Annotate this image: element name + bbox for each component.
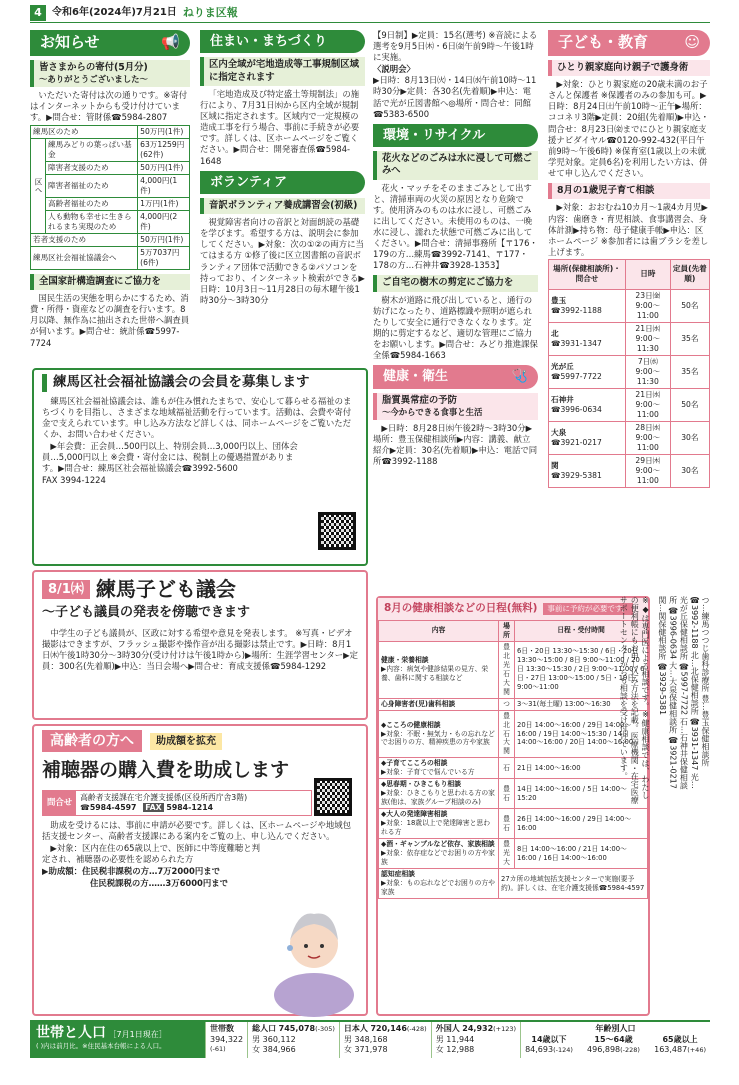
donation-row-label: 高齢者福祉のため <box>46 197 138 210</box>
fireworks-heading <box>373 151 538 180</box>
health-schedule-note: 事前に予約が必要です。 <box>543 603 633 615</box>
tree-title: ご自宅の樹木の剪定にご協力を <box>382 277 514 289</box>
elderly-amount-1: 住民税非課税の方…7万2000円まで <box>81 866 220 877</box>
consult-capacity: 30名 <box>670 455 709 488</box>
health-place: 豊 光 大 <box>499 839 515 869</box>
single-parent-body: ▶対象：ひとり親家庭の20歳未満のお子さんと保護者 ※保護者のみの参加も可。▶日時：8月24日㈯午前10時〜正午▶場所：ココネリ3階▶定員：20組(先着順)▶申込・問合せ：8月23日㈮までにひとり親家庭支援ナビダイヤル☎0120-992-432(平日午前9時〜午後6時) ※保育室(1歳以上の未就学児対象。定員6名)を利用したい方は、併せて申し込んでください。 <box>548 79 710 178</box>
donation-row-value: 4,000円(1件) <box>138 174 190 197</box>
elderly-body: 助成を受けるには、事前に申請が必要です。詳しくは、区ホームページや地域包括支援センター、高齢者支援課にある案内をご覧の上、申し込んでください。 <box>42 820 352 842</box>
age-group-label: 15〜64歳 <box>594 1034 633 1044</box>
health-content: 認知症相談 <box>381 870 415 879</box>
consult-place-cell <box>549 389 626 422</box>
health-content-cell <box>379 758 499 779</box>
health-detail: ▶対象：ひきこもりと思われる方の家族(他は、家族グループ相談のみ) <box>381 789 495 807</box>
consult-capacity: 35名 <box>670 356 709 389</box>
fireworks-body: 花火・マッチをそのままごみとして出すと、清掃車両の火災の原因となり危険です。使用済みのものは水に浸し、可燃ごみに出してください。未使用のものは、一晩水に浸し、濡れた状態で可燃ごみに出してください。▶問合せ：清掃事務所【〒176・179の方…練馬☎3992-7141、〒177・178の方…石神井☎3928-1353】 <box>373 182 538 271</box>
consult-date: 21日㈬ <box>635 323 661 333</box>
health-schedule-cell: 3〜31(毎土曜) 13:00〜16:30 <box>515 698 648 710</box>
age-group-change: (-124) <box>553 1046 573 1055</box>
health-schedule-cell: 21日 14:00〜16:00 <box>515 758 648 779</box>
elderly-heading <box>42 730 358 752</box>
elderly-contact <box>42 790 312 817</box>
megaphone-icon: 📢 <box>161 33 180 51</box>
table-row <box>31 138 190 161</box>
volunteer-item-title: 音訳ボランティア養成講習会(初級) <box>209 199 358 211</box>
table-row <box>549 389 710 422</box>
donation-row-label: 若者支援のため <box>31 233 138 246</box>
consult-time: 9:00〜11:30 <box>635 333 661 353</box>
health-place: つ <box>499 698 515 710</box>
header-divider <box>30 22 710 23</box>
page-header <box>30 4 710 22</box>
elderly-contact-name: 高齢者支援課在宅介護支援係(区役所西庁舎3階) <box>80 792 248 802</box>
health-content: ◆大人の発達障害相談 <box>381 810 448 819</box>
total-female: 女 384,966 <box>252 1045 296 1055</box>
donation-table <box>30 125 190 270</box>
consult-time: 9:00〜11:00 <box>635 466 661 486</box>
health-content-cell <box>379 710 499 758</box>
kids-council-body: 中学生の子ども議員が、区政に対する希望や意見を発表します。 ※写真・ビデオ撮影はできますが、フラッシュ撮影や操作音が出る撮影は禁止です。▶日時：8月1日㈭午後1時30分〜3時30分(受け付けは午後1時から)▶場所：生涯学習センター▶定員：300名(先着順)▶申込：当日会場へ▶問合せ：育成支援係☎5984-1292 <box>42 627 359 671</box>
volunteer-title: ボランティア <box>210 174 287 190</box>
donation-row-value: 4,000円(2件) <box>138 210 190 233</box>
child-face-icon: ☺ <box>684 33 700 51</box>
housing-body: 「宅地造成及び特定盛土等規制法」の施行により、7月31日㈬から区内全域が規制区域に指定されます。区域内で一定規模の造成工事を行う場合、事前に手続きが必要です。詳しくは、区ホームページをご覧ください。▶問合せ：開発審査係☎5984-1648 <box>200 88 360 166</box>
env-heading <box>373 124 538 147</box>
table-row <box>31 174 190 197</box>
consult-place: 石神井 <box>551 395 574 405</box>
health-content-cell <box>379 641 499 698</box>
total-change: (-305) <box>315 1025 335 1033</box>
child-heading <box>548 30 710 56</box>
table-row <box>549 356 710 389</box>
notice-section <box>30 30 190 365</box>
foreign-col <box>431 1022 520 1058</box>
fr-label: 外国人 <box>435 1024 460 1033</box>
donation-row-value: 5万7037円(6件) <box>138 246 190 269</box>
japanese-col <box>339 1022 431 1058</box>
table-row <box>31 210 190 233</box>
health-heading <box>373 365 538 388</box>
health-place: 豊 北 光 石 大 関 <box>499 641 515 698</box>
volunteer-cont: 【9日制】▶定員：15名(選考) ※音読による選考を9月5日㈭・6日㈮午前9時〜午後1時に実施。 <box>373 30 538 63</box>
consult-place-cell <box>549 356 626 389</box>
consult-capacity: 30名 <box>670 422 709 455</box>
consult-time: 9:00〜11:00 <box>635 433 661 453</box>
kids-council-box <box>32 570 368 720</box>
donation-subtitle: 〜ありがとうございました〜 <box>39 74 148 85</box>
table-row <box>31 233 190 246</box>
donation-row-label: 練馬区社会福祉協議会へ <box>31 246 138 269</box>
child-title: 子ども・教育 <box>558 33 649 51</box>
consult-time: 9:00〜11:30 <box>635 367 661 387</box>
consult-tel: ☎3996-0634 <box>551 405 602 415</box>
total-col <box>247 1022 339 1058</box>
health-place: 石 <box>499 758 515 779</box>
health-content-cell <box>379 839 499 869</box>
health-detail: ▶対象：子育てで悩んでいる方 <box>381 768 475 777</box>
donation-row-value: 1万円(1件) <box>138 197 190 210</box>
health-detail: ▶対象：もの忘れなどでお困りの方や家族 <box>381 879 495 897</box>
consult-body: ▶対象：おおむね10カ月〜1歳4カ月児▶内容：歯磨き・育児相談、食事講習会、身体計測▶持ち物：母子健康手帳▶申込：区ホームページ ※参加者には歯ブラシを差し上げます。 <box>548 202 709 257</box>
consult-tel: ☎3931-1347 <box>551 338 602 348</box>
jp-value: 720,146 <box>370 1024 407 1033</box>
consult-place-cell <box>549 289 626 322</box>
health-content: ◆こころの健康相談 <box>381 720 441 729</box>
age-group-value-row <box>587 1045 640 1056</box>
health-content-cell <box>379 869 499 899</box>
elderly-headline: 補聴器の購入費を助成します <box>42 759 290 782</box>
jp-female: 女 371,978 <box>343 1045 388 1055</box>
fr-value: 24,932 <box>462 1024 494 1033</box>
age-group <box>654 1035 706 1056</box>
welfare-title: 練馬区社会福祉協議会の会員を募集します <box>42 374 358 392</box>
vertical-legend: つ…練馬つつじ歯科診療所 豊…豊玉保健相談所 ☎3992-1188 北…北保健相談所 ☎3931-1347 光…光が丘保健相談所 ☎5997-7722 石…石神井保健相談所 ☎3996-0634 大…大泉保健相談所 ☎3921-0217 関…関保健相談所 ☎3929-5381 <box>657 596 710 790</box>
donation-row-label: 練馬区のため <box>31 125 138 138</box>
vertical-notes <box>619 596 710 1016</box>
volunteer-item-heading <box>200 198 365 214</box>
health-place: 豊 北 石 大 関 <box>499 710 515 758</box>
survey-body: 国民生活の実態を明らかにするため、消費・所得・資産などの調査を行います。8月以降、無作為に抽出された世帯へ調査員が伺います。▶問合せ：統計係☎5997-7724 <box>30 293 190 348</box>
tree-body: 樹木が道路に飛び出していると、通行の妨げになったり、道路標識や照明が遮られたりして安全に通行できなくなります。定期的に剪定するなど、適切な管理にご協力をお願いします。▶問合せ：みどり推進課保全係☎5984-1663 <box>373 294 538 361</box>
donation-title: 皆さまからの寄付(5月分) <box>39 61 148 73</box>
consult-place-cell <box>549 455 626 488</box>
health-table-header: 日程・受付時間 <box>515 620 648 641</box>
consult-place: 豊玉 <box>551 295 567 305</box>
age-group <box>525 1035 573 1056</box>
single-parent-title: ひとり親家庭向け親子で護身術 <box>557 61 689 73</box>
health-place: 豊 石 <box>499 779 515 809</box>
health-schedule-title: 8月の健康相談などの日程(無料) <box>384 602 538 614</box>
tree-heading <box>373 275 538 291</box>
table-row <box>379 839 648 869</box>
elderly-amount-2: 住民税課税の方……3万6000円まで <box>90 877 229 888</box>
table-row <box>31 125 190 138</box>
consult-date-cell <box>626 356 671 389</box>
housing-section <box>200 30 365 365</box>
elderly-box <box>32 724 368 1016</box>
kids-council-subtitle: 〜子ども議員の発表を傍聴できます <box>42 605 251 621</box>
health-schedule-cell: 20日 14:00〜16:00 / 29日 14:00〜16:00 / 19日 14:00〜15:30 / 14日 14:00〜16:00 / 20日 14:00〜16:00 <box>515 710 648 758</box>
age-group-change: (-228) <box>620 1046 640 1055</box>
health-content: 健康・栄養相談 <box>381 656 429 665</box>
stethoscope-icon: 🩺 <box>511 369 528 385</box>
consult-place: 光が丘 <box>551 362 574 372</box>
elderly-title: 高齢者の方へ <box>42 730 142 752</box>
population-footer <box>30 1020 710 1058</box>
age-group-value: 84,693 <box>525 1045 554 1055</box>
consult-date-cell <box>626 389 671 422</box>
health-place: 豊 石 <box>499 809 515 839</box>
housing-item-heading <box>200 57 365 86</box>
health-title: 健康・衛生 <box>383 369 449 385</box>
paper-title: ねりま区報 <box>182 5 238 19</box>
elderly-contact-info <box>76 791 251 816</box>
households-label: 世帯数 <box>210 1024 234 1033</box>
table-row <box>379 869 648 899</box>
health-schedule-heading <box>378 598 648 620</box>
volunteer-body: 視覚障害者向けの音訳と対面朗読の基礎を学びます。希望する方は、説明会に参加してください。▶対象：次の①②の両方に当てはまる方 ①修了後に区立図書館の音訳ボランティア団体で活動できる②パソコンを持っており、インターネット検索ができる▶日時：10月3日〜11月28日の毎木曜午後1時30分〜3時30分 <box>200 217 365 305</box>
consult-capacity: 50名 <box>670 389 709 422</box>
elderly-amount <box>42 866 358 888</box>
age-group <box>587 1035 640 1056</box>
consult-tel: ☎3921-0217 <box>551 438 602 448</box>
health-schedule-table <box>378 620 648 899</box>
housing-title: 住まい・まちづくり <box>210 34 327 49</box>
consult-capacity: 50名 <box>670 289 709 322</box>
welfare-body: 練馬区社会福祉協議会は、誰もが住み慣れたまちで、安心して暮らせる福祉のまちづくりを目指し、さまざまな地域福祉活動を行っています。活動は、会費や寄付金で支えられています。申し込み方法など詳しくは、同ホームページをご覧いただくか、お問い合わせください。 <box>42 395 352 440</box>
table-row <box>31 197 190 210</box>
donation-row-value: 50万円(1件) <box>138 233 190 246</box>
consult-date: 23日㈮ <box>635 290 661 300</box>
lipid-body: ▶日時：8月28日㈬午後2時〜3時30分▶場所：豊玉保健相談所▶内容：講義、献立紹介▶定員：30名(先着順)▶申込：電話で同所☎3992-1188 <box>373 423 538 467</box>
consult-time: 9:00〜11:00 <box>635 400 661 420</box>
consult-place: 北 <box>551 328 559 338</box>
consult-date: 28日㈬ <box>635 423 661 433</box>
health-detail: ▶対象：依存症などでお困りの方や家族 <box>381 849 495 867</box>
jp-label: 日本人 <box>343 1024 368 1033</box>
table-row <box>379 779 648 809</box>
column-three <box>373 30 538 590</box>
donation-row-value: 63万1259円(62件) <box>138 138 190 161</box>
donation-row-value: 50万円(1件) <box>138 161 190 174</box>
welfare-qr-code[interactable] <box>318 512 356 550</box>
donation-body: いただいた寄付は次の通りです。※寄付はインターネットからも受け付けています。▶問合せ：管財係☎5984-2807 <box>30 90 188 123</box>
page-number: 4 <box>30 5 46 21</box>
kids-council-heading <box>42 576 358 602</box>
notice-heading <box>30 30 190 56</box>
consult-date-cell <box>626 289 671 322</box>
age-group-value-row <box>654 1045 706 1056</box>
health-content: ◆子育てこころの相談 <box>381 759 448 768</box>
age-col <box>520 1022 710 1058</box>
table-row <box>549 322 710 355</box>
donation-row-label: 人も動物も幸せに生きられるまち実現のため <box>46 210 138 233</box>
lipid-subtitle: 〜今からできる食事と生活 <box>382 407 483 417</box>
population-title: 世帯と人口 <box>36 1025 106 1041</box>
consult-tel: ☎5997-7722 <box>551 372 602 382</box>
consult-date: 29日㈭ <box>635 456 661 466</box>
table-row <box>549 422 710 455</box>
donation-row-label: 障害者支援のため <box>46 161 138 174</box>
health-schedule-cell: 6日・20日 13:30〜15:30 / 6日・20日 13:30〜15:00 / 8日 9:00〜11:00 / 20日 13:30〜15:30 / 2日 9:00〜11:00 / 6日・27日 13:00〜15:00 / 5日・19日 9:00〜11:00 <box>515 641 648 698</box>
elderly-illustration <box>268 900 360 1010</box>
age-label: 年齢別人口 <box>595 1024 636 1033</box>
health-content-cell <box>379 779 499 809</box>
health-schedule-cell: 27カ所の地域包括支援センターで実施(要予約)。詳しくは、在宅介護支援係☎5984-4597 <box>499 869 648 899</box>
households-change: (-61) <box>210 1045 226 1054</box>
total-male: 男 360,112 <box>252 1034 296 1044</box>
volunteer-heading <box>200 171 365 194</box>
health-schedule-cell: 14日 14:00〜16:00 / 5日 14:00〜15:20 <box>515 779 648 809</box>
lipid-heading <box>373 393 538 421</box>
consult-heading <box>548 183 710 199</box>
survey-heading <box>30 274 190 290</box>
housing-heading <box>200 30 365 53</box>
table-row <box>31 246 190 269</box>
env-title: 環境・リサイクル <box>383 127 486 143</box>
consult-table-header: 日時 <box>626 259 671 289</box>
age-group-change: (+46) <box>687 1046 706 1055</box>
welfare-fax: FAX 3994-1224 <box>42 475 106 486</box>
health-schedule-box <box>376 596 650 1016</box>
consult-tel: ☎3992-1188 <box>551 305 602 315</box>
briefing-label: 〈説明会〉 <box>373 64 415 75</box>
health-schedule-cell: 8日 14:00〜16:00 / 21日 14:00〜16:00 / 16日 14:00〜16:00 <box>515 839 648 869</box>
consult-table-header: 定員(先着順) <box>670 259 709 289</box>
jp-male: 男 348,168 <box>343 1034 388 1044</box>
housing-item-title: 区内全域が宅地造成等工事規制区域に指定されます <box>209 59 360 83</box>
kids-council-date: 8/1㈭ <box>42 580 90 599</box>
fireworks-title: 花火などのごみは水に浸して可燃ごみへ <box>382 152 533 177</box>
kids-council-title: 練馬子ども議会 <box>95 577 236 601</box>
lipid-title: 脂質異常症の予防 <box>382 394 458 406</box>
welfare-fee: ▶年会費：正会員…500円以上、特別会員…3,000円以上、団体会員…5,000円以上 ※会費・寄付金には、税制上の優遇措置があります。▶問合せ：練馬区社会福祉協議会☎3992-5600 <box>42 441 298 474</box>
table-row <box>379 809 648 839</box>
table-row <box>379 698 648 710</box>
fr-female: 女 12,988 <box>435 1045 475 1055</box>
total-value: 745,078 <box>278 1024 316 1033</box>
fr-change: (+123) <box>493 1025 517 1033</box>
table-row <box>31 161 190 174</box>
consult-tel: ☎3929-5381 <box>551 471 602 481</box>
health-table-header: 内容 <box>379 620 499 641</box>
table-header-row <box>379 620 648 641</box>
elderly-badge: 助成額を拡充 <box>150 733 222 750</box>
health-detail: ▶内容：病気や健診結果の見方、栄養、歯科に関する相談など <box>381 665 489 683</box>
elderly-fax-label: FAX <box>145 802 162 812</box>
jp-change: (-428) <box>406 1025 427 1033</box>
briefing-body: ▶日時：8月13日㈫・14日㈬午前10時〜11時30分▶定員：各30名(先着順)▶申込：電話で光が丘図書館へ◎場所・問合せ：同館☎5383-6500 <box>373 75 537 119</box>
consult-place: 関 <box>551 461 559 471</box>
elderly-person-icon <box>268 900 360 1010</box>
population-as-of: ［7月1日現在］ <box>108 1030 167 1039</box>
consult-table-header: 場所(保健相談所)・問合せ <box>549 259 626 289</box>
health-detail: ▶対象：18歳以上で発達障害と思われる方 <box>381 819 491 837</box>
elderly-contact-label: 問合せ <box>43 791 76 816</box>
households-col <box>205 1022 247 1058</box>
population-note: ( )内は前月比。※住民基本台帳による人口。 <box>36 1042 166 1051</box>
consult-table <box>548 259 710 488</box>
donation-row-label: 練馬みどりの葉っぱい基金 <box>46 138 138 161</box>
health-content: ◆酒・ギャンブルなど依存、家族相談 <box>381 840 495 849</box>
issue-date: 令和6年(2024年)7月21日 <box>52 7 177 19</box>
single-parent-heading <box>548 60 710 76</box>
elderly-qr-code[interactable] <box>314 778 352 816</box>
age-group-label: 65歳以上 <box>662 1034 698 1044</box>
households-value: 394,322 <box>210 1034 244 1044</box>
health-detail: ▶対象：不眠・無気力・もの忘れなどでお困りの方、精神疾患の方や家族 <box>381 729 495 747</box>
table-row <box>379 758 648 779</box>
age-group-label: 14歳以下 <box>531 1034 567 1044</box>
health-content-cell <box>379 809 499 839</box>
age-group-value-row <box>525 1045 573 1056</box>
consult-place: 大泉 <box>551 428 567 438</box>
table-row <box>379 710 648 758</box>
consult-place-cell <box>549 322 626 355</box>
vertical-note: ※◆は専門医による相談です。※健康相談では、わたしの便利帳にもお申し込み方法を記載。医療機関・在宅医療サポートセンターからも相談を受け付けています。 <box>619 596 651 804</box>
consult-date: 7日㈬ <box>637 357 658 367</box>
age-group-value: 163,487 <box>654 1045 688 1055</box>
consult-date-cell <box>626 322 671 355</box>
consult-date: 21日㈬ <box>635 390 661 400</box>
health-content: 心身障害者(児)歯科相談 <box>381 699 456 708</box>
table-header-row <box>549 259 710 289</box>
total-label: 総人口 <box>252 1024 277 1033</box>
elderly-amount-label: ▶助成額： <box>42 866 82 877</box>
table-row <box>379 641 648 698</box>
fr-male: 男 11,944 <box>435 1034 475 1044</box>
consult-title: 8月の1歳児子育て相談 <box>557 185 655 197</box>
health-table-header: 場所 <box>499 620 515 641</box>
notice-title: お知らせ <box>40 33 100 51</box>
welfare-banner <box>32 368 368 566</box>
donation-row-value: 50万円(1件) <box>138 125 190 138</box>
child-section <box>548 30 710 590</box>
consult-date-cell <box>626 422 671 455</box>
health-schedule-cell: 26日 14:00〜16:00 / 29日 14:00〜16:00 <box>515 809 648 839</box>
survey-title: 全国家計構造調査にご協力を <box>39 275 161 287</box>
consult-place-cell <box>549 422 626 455</box>
age-group-value: 496,898 <box>587 1045 621 1055</box>
elderly-target: ▶対象：区内在住の65歳以上で、医師に中等度難聴と判定され、補聴器の必要性を認められた方 <box>42 843 260 865</box>
elderly-contact-tel: ☎5984-4597 <box>80 802 137 812</box>
donation-row-label: 障害者福祉のため <box>46 174 138 197</box>
table-row <box>549 455 710 488</box>
donation-group-label: 区へ <box>31 138 46 233</box>
health-content-cell <box>379 698 499 710</box>
elderly-contact-fax: 5984-1214 <box>166 802 214 812</box>
consult-capacity: 35名 <box>670 322 709 355</box>
health-content: ◆思春期・ひきこもり相談 <box>381 780 461 789</box>
age-groups <box>525 1035 706 1056</box>
consult-time: 9:00〜11:00 <box>635 300 661 320</box>
donation-heading <box>30 60 190 88</box>
table-row <box>549 289 710 322</box>
population-title-box <box>30 1022 205 1058</box>
consult-date-cell <box>626 455 671 488</box>
